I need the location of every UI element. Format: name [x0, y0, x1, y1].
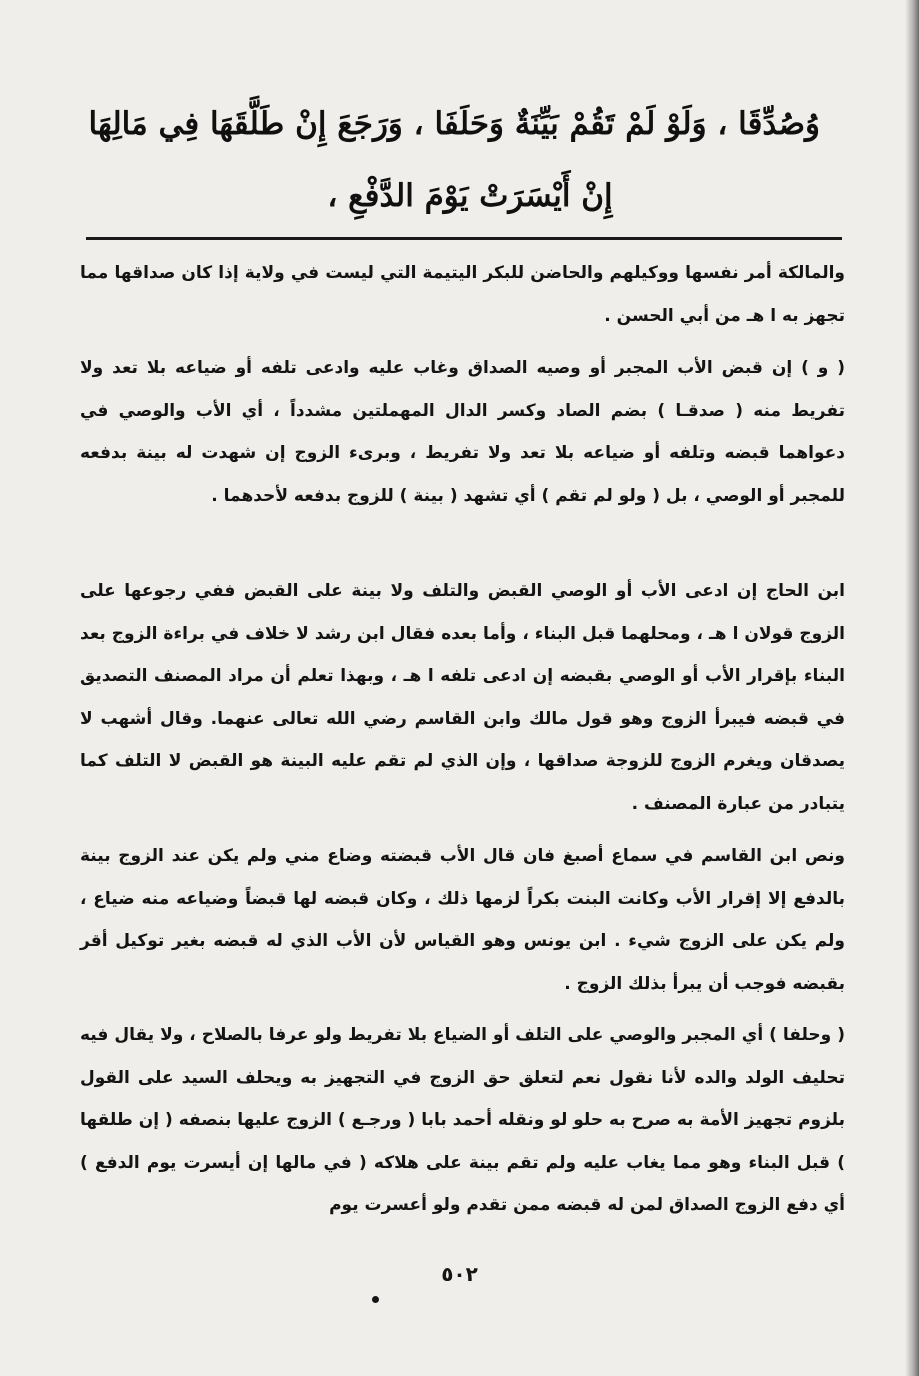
matn-line-1: وُصُدِّقَا ، وَلَوْ لَمْ تَقُمْ بَيِّنَةٌ وَحَلَفَا ، وَرَجَعَ إِنْ طَلَّقَهَا فِي مَالِهَا	[88, 106, 820, 142]
paragraph-text: ( و ) إن قبض الأب المجبر أو وصيه الصداق وغاب عليه وادعى تلفه أو ضياعه بلا تعد ولا تفريط منه ( صدقـا ) بضم الصاد وكسر الدال المهملتين مشدداً ، أي الأب والوصي في دعواهما قبضه وتلفه أو ضياعه بلا تعد ولا تفريط ، وبرىء الزوج إن شهدت له بينة بدفعه للمجبر أو الوصي ، بل ( ولو لم تقم ) أي تشهد ( بينة ) للزوج بدفعه لأحدهما .	[80, 358, 845, 506]
commentary-paragraph-1	[80, 252, 845, 337]
page-number: ٥٠٢	[441, 1262, 478, 1286]
paragraph-text: والمالكة أمر نفسها ووكيلهم والحاضن للبكر اليتيمة التي ليست في ولاية إذا كان صداقها مما تجهز به ا هـ من أبي الحسن .	[80, 263, 845, 326]
commentary-paragraph-3	[80, 570, 845, 825]
ink-dot-mark	[372, 1296, 379, 1303]
commentary-paragraph-5	[80, 1014, 845, 1227]
paragraph-text: ونص ابن القاسم في سماع أصبغ فان قال الأب قبضته وضاع مني ولم يكن عند الزوج بينة بالدفع إلا إقرار الأب وكانت البنت بكراً لزمها ذلك ، وكان قبضه لها قبضاً وضياعه منه ضياع ، ولم يكن على الزوج شيء . ابن يونس وهو القياس لأن الأب الذي له قبضه بغير توكيل أقر بقبضه فوجب أن يبرأ بذلك الزوج .	[80, 846, 845, 994]
scan-edge-shadow	[905, 0, 919, 1376]
commentary-paragraph-4	[80, 835, 845, 1005]
paragraph-text: ( وحلفا ) أي المجبر والوصي على التلف أو الضياع بلا تفريط ولو عرفا بالصلاح ، ولا يقال فيه تحليف الولد والده لأنا نقول نعم لتعلق حق الزوج في التجهيز به ويحلف السيد على القول بلزوم تجهيز الأمة به صرح به حلو لو ونقله أحمد بابا ( ورجـع ) الزوج عليها بنصفه ( إن طلقها ) قبل البناء وهو مما يغاب عليه ولم تقم بينة على هلاكه ( في مالها إن أيسرت يوم الدفع ) أي دفع الزوج الصداق لمن له قبضه ممن تقدم ولو أعسرت يوم	[80, 1025, 845, 1215]
matn-line-2: إِنْ أَيْسَرَتْ يَوْمَ الدَّفْعِ ،	[327, 178, 613, 214]
paragraph-text: ابن الحاج إن ادعى الأب أو الوصي القبض والتلف ولا بينة على القبض ففي رجوعها على الزوج قولان ا هـ ، ومحلهما قبل البناء ، وأما بعده فقال ابن رشد لا خلاف في براءة الزوج بعد البناء بإقرار الأب أو الوصي بقبضه إن ادعى تلفه ا هـ ، وبهذا تعلم أن مراد المصنف التصديق في قبضه فيبرأ الزوج وهو قول مالك وابن القاسم رضي الله تعالى عنهما. وقال أشهب لا يصدقان ويغرم الزوج للزوجة صداقها ، وإن الذي لم تقم عليه البينة هو القبض لا التلف كما يتبادر من عبارة المصنف .	[80, 581, 845, 814]
commentary-paragraph-2	[80, 347, 845, 517]
section-divider	[86, 237, 842, 240]
